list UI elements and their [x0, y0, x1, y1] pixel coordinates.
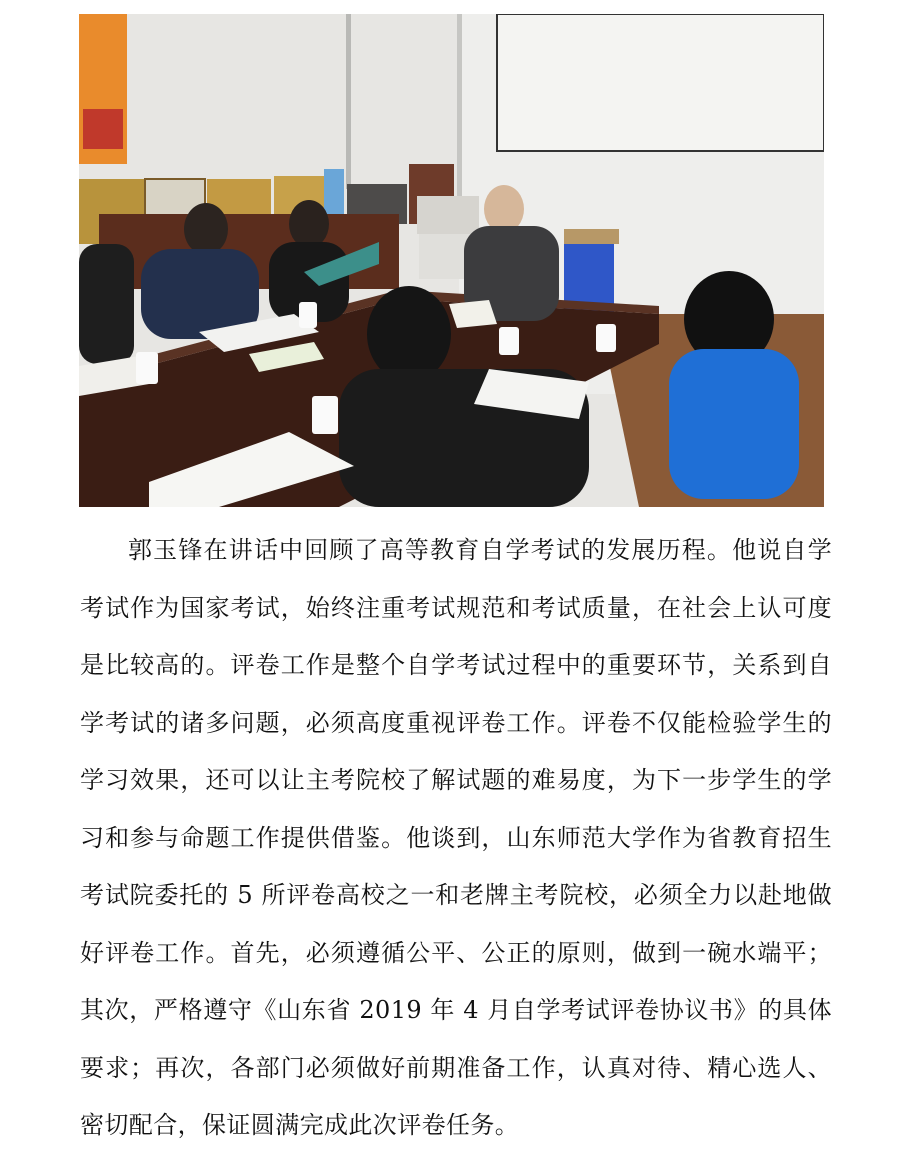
paragraph-line: 郭玉锋在讲话中回顾了高等教育自学考试的发展历程。他说自学 — [128, 536, 832, 564]
paragraph-line: 其次，严格遵守《山东省 2019 年 4 月自学考试评卷协议书》的具体 — [80, 996, 832, 1024]
paragraph-line: 要求；再次，各部门必须做好前期准备工作，认真对待、精心选人、 — [80, 1053, 832, 1082]
paragraph-line: 是比较高的。评卷工作是整个自学考试过程中的重要环节，关系到自 — [80, 651, 832, 679]
paragraph-line: 学考试的诸多问题，必须高度重视评卷工作。评卷不仅能检验学生的 — [80, 708, 832, 737]
paragraph-line: 学习效果，还可以让主考院校了解试题的难易度，为下一步学生的学 — [80, 766, 832, 794]
article-body — [80, 522, 832, 1155]
meeting-photo — [79, 14, 824, 507]
paragraph-line: 密切配合，保证圆满完成此次评卷任务。 — [80, 1111, 520, 1139]
paragraph-line: 习和参与命题工作提供借鉴。他谈到，山东师范大学作为省教育招生 — [80, 823, 832, 852]
paragraph-line: 好评卷工作。首先，必须遵循公平、公正的原则，做到一碗水端平； — [80, 938, 832, 967]
paragraph-line: 考试作为国家考试，始终注重考试规范和考试质量，在社会上认可度 — [80, 593, 832, 622]
paragraph-line: 考试院委托的 5 所评卷高校之一和老牌主考院校，必须全力以赴地做 — [80, 881, 832, 909]
